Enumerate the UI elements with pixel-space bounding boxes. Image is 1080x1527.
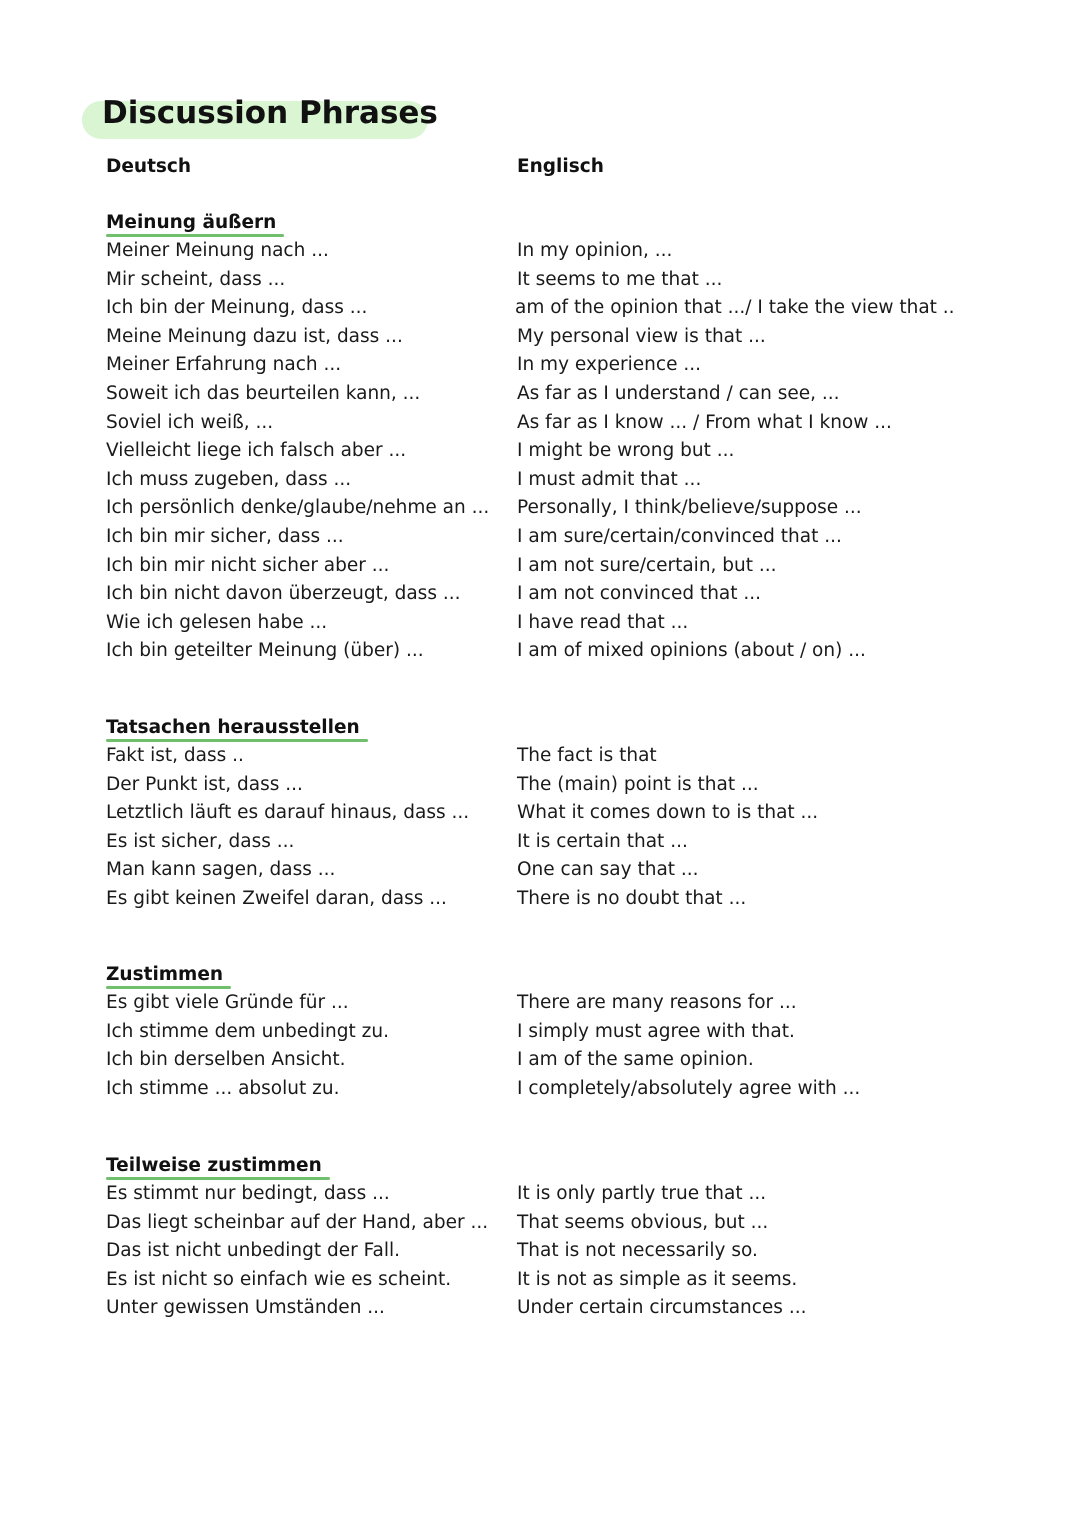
phrase-row <box>106 1018 1006 1047</box>
phrase-de: Das ist nicht unbedingt der Fall. <box>106 1240 401 1262</box>
phrase-en: As far as I know ... / From what I know ... <box>517 411 892 433</box>
phrase-row <box>106 437 1006 466</box>
phrase-de: Unter gewissen Umständen ... <box>106 1297 385 1319</box>
column-header-deutsch: Deutsch <box>106 156 192 177</box>
phrase-de: Mir scheint, dass ... <box>106 268 286 290</box>
phrase-de: Ich bin mir nicht sicher aber ... <box>106 554 390 576</box>
phrase-de: Soviel ich weiß, ... <box>106 411 274 433</box>
section-zustimmen <box>106 960 1006 1103</box>
phrase-en: I must admit that ... <box>517 468 702 490</box>
section-tatsachen-herausstellen <box>106 713 1006 914</box>
phrase-de: Ich bin mir sicher, dass ... <box>106 525 344 547</box>
phrase-row <box>106 552 1006 581</box>
phrase-row <box>106 266 1006 295</box>
phrase-en: That seems obvious, but ... <box>517 1211 769 1233</box>
phrase-en: I simply must agree with that. <box>517 1020 795 1042</box>
phrase-row <box>106 799 1006 828</box>
phrase-row <box>106 885 1006 914</box>
phrase-row <box>106 466 1006 495</box>
phrase-de: Ich persönlich denke/glaube/nehme an ... <box>106 497 490 519</box>
phrase-row <box>106 989 1006 1018</box>
phrase-en: The fact is that <box>517 745 657 766</box>
phrase-de: Ich stimme ... absolut zu. <box>106 1077 340 1099</box>
phrase-en: It is not as simple as it seems. <box>517 1268 798 1290</box>
phrase-de: Ich stimme dem unbedingt zu. <box>106 1020 389 1042</box>
phrase-de: Letztlich läuft es darauf hinaus, dass ... <box>106 802 470 824</box>
phrase-row <box>106 1266 1006 1295</box>
phrase-row <box>106 856 1006 885</box>
phrase-de: Meine Meinung dazu ist, dass ... <box>106 325 403 347</box>
phrase-en: I am sure/certain/convinced that ... <box>517 525 842 547</box>
page-title: Discussion Phrases <box>102 95 438 131</box>
phrase-en: As far as I understand / can see, ... <box>517 382 840 404</box>
phrase-row <box>106 1180 1006 1209</box>
phrase-en: am of the opinion that .../ I take the view that .. <box>515 297 955 319</box>
phrase-row <box>106 237 1006 266</box>
phrase-row <box>106 580 1006 609</box>
section-heading <box>106 208 276 237</box>
phrase-en: I completely/absolutely agree with ... <box>517 1077 861 1099</box>
section-heading-text: Teilweise zustimmen <box>106 1155 322 1176</box>
section-meinung-aeussern <box>106 208 1006 666</box>
phrase-de: Es gibt viele Gründe für ... <box>106 992 349 1013</box>
phrase-row <box>106 351 1006 380</box>
phrase-de: Vielleicht liege ich falsch aber ... <box>106 440 407 462</box>
phrase-en: In my experience ... <box>517 354 701 376</box>
phrase-en: In my opinion, ... <box>517 240 673 261</box>
phrase-row <box>106 742 1006 771</box>
phrase-de: Ich muss zugeben, dass ... <box>106 468 352 490</box>
section-heading-text: Tatsachen herausstellen <box>106 717 360 738</box>
phrase-de: Ich bin der Meinung, dass ... <box>106 297 368 319</box>
phrase-de: Es ist nicht so einfach wie es scheint. <box>106 1268 452 1290</box>
phrase-en: Under certain circumstances ... <box>517 1297 807 1319</box>
column-header-englisch: Englisch <box>517 156 604 177</box>
phrase-de: Das liegt scheinbar auf der Hand, aber ... <box>106 1211 489 1233</box>
section-heading <box>106 713 360 742</box>
phrase-en: I have read that ... <box>517 611 689 633</box>
phrase-row <box>106 1237 1006 1266</box>
phrase-de: Es ist sicher, dass ... <box>106 830 295 852</box>
phrase-row <box>106 494 1006 523</box>
section-teilweise-zustimmen <box>106 1151 1006 1323</box>
phrase-de: Soweit ich das beurteilen kann, ... <box>106 382 421 404</box>
phrase-en: One can say that ... <box>517 859 699 881</box>
phrase-row <box>106 1209 1006 1238</box>
phrase-de: Der Punkt ist, dass ... <box>106 773 303 795</box>
phrase-en: I am not convinced that ... <box>517 583 762 605</box>
phrase-de: Es gibt keinen Zweifel daran, dass ... <box>106 887 447 909</box>
phrase-en: My personal view is that ... <box>517 325 766 347</box>
phrase-en: What it comes down to is that ... <box>517 802 819 824</box>
section-heading <box>106 960 223 989</box>
section-heading <box>106 1151 322 1180</box>
phrase-en: I am not sure/certain, but ... <box>517 554 777 576</box>
phrase-en: It seems to me that ... <box>517 268 723 290</box>
phrase-row <box>106 409 1006 438</box>
phrase-en: I might be wrong but ... <box>517 440 735 462</box>
phrase-row <box>106 294 1006 323</box>
phrase-de: Meiner Erfahrung nach ... <box>106 354 342 376</box>
phrase-row <box>106 380 1006 409</box>
phrase-de: Ich bin geteilter Meinung (über) ... <box>106 640 424 662</box>
phrase-de: Meiner Meinung nach ... <box>106 240 329 261</box>
phrase-en: There are many reasons for ... <box>517 992 797 1013</box>
phrase-row <box>106 1075 1006 1104</box>
section-heading-text: Zustimmen <box>106 964 224 985</box>
phrase-en: I am of mixed opinions (about / on) ... <box>517 640 866 662</box>
phrase-en: I am of the same opinion. <box>517 1049 754 1071</box>
phrase-en: That is not necessarily so. <box>517 1240 758 1262</box>
phrase-de: Ich bin derselben Ansicht. <box>106 1049 346 1071</box>
phrase-en: There is no doubt that ... <box>517 887 747 909</box>
phrase-row <box>106 609 1006 638</box>
phrase-en: Personally, I think/believe/suppose ... <box>517 497 862 519</box>
phrase-de: Es stimmt nur bedingt, dass ... <box>106 1183 390 1204</box>
title-block <box>82 95 438 139</box>
phrase-row <box>106 828 1006 857</box>
phrase-row <box>106 523 1006 552</box>
phrase-row <box>106 1294 1006 1323</box>
phrase-en: It is certain that ... <box>517 830 688 852</box>
phrase-row <box>106 323 1006 352</box>
phrase-en: It is only partly true that ... <box>517 1183 767 1204</box>
phrase-de: Wie ich gelesen habe ... <box>106 611 328 633</box>
phrase-en: The (main) point is that ... <box>517 773 759 795</box>
phrase-de: Ich bin nicht davon überzeugt, dass ... <box>106 583 461 605</box>
phrase-row <box>106 771 1006 800</box>
section-heading-text: Meinung äußern <box>106 212 277 233</box>
phrase-row <box>106 637 1006 666</box>
phrase-row <box>106 1046 1006 1075</box>
phrase-de: Man kann sagen, dass ... <box>106 859 336 881</box>
phrase-de: Fakt ist, dass .. <box>106 745 244 766</box>
